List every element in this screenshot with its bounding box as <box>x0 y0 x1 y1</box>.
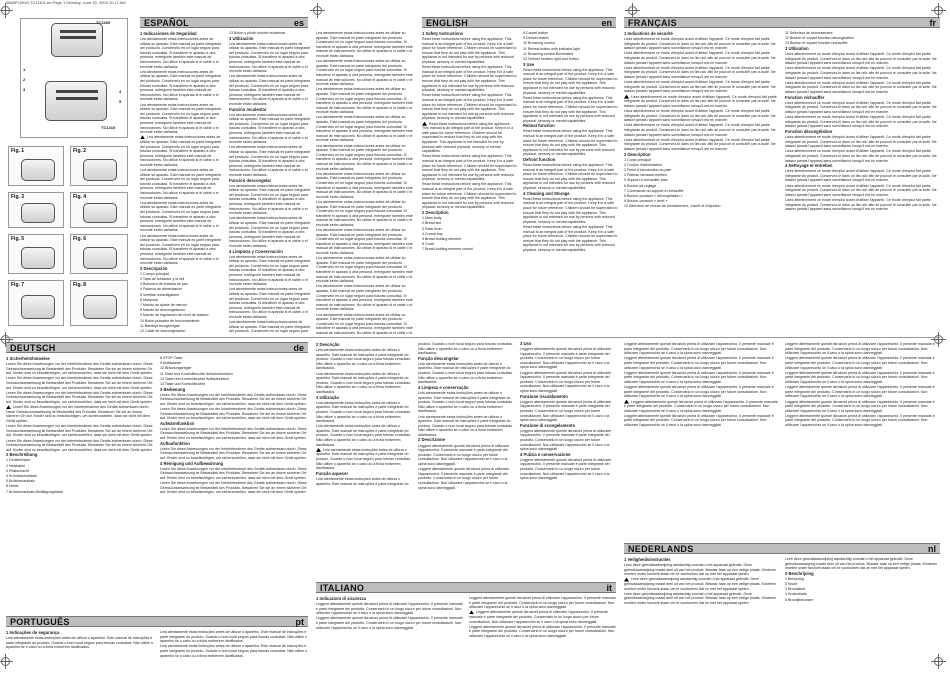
part-number: 3 <box>23 87 26 92</box>
warning-icon <box>624 400 629 404</box>
warning-icon <box>140 135 145 139</box>
figure-8: Fig. 8 <box>70 280 128 326</box>
section-nl: 1 Veiligheidsinstructies Lees deze gebruiksaanwijzing aandachtig voordat u het apparaat gebruikt. Deze gebruiksaanwijzing maakt deel uit van het product. Bewaar haar op een veilige plaats. Kinderen moeten onder toezicht staan om te voorkomen dat ze met het apparaat spelen. Lees deze gebruiksaanwijzing aandachtig voordat u het apparaat gebruikt. Deze gebruiksaanwijzing maakt deel uit van het product. Bewaar haar op een veilige plaats. Kinderen moeten onder toezicht staan om te voorkomen dat ze met het apparaat spelen. Lees deze gebruiksaanwijzing aandachtig voordat u het apparaat gebruikt. Deze gebruiksaanwijzing maakt deel uit van het product. Bewaar haar op een veilige plaats. Kinderen moeten onder toezicht staan om te voorkomen dat ze met het apparaat spelen. Lees deze gebruiksaanwijzing aandachtig voordat u het apparaat gebruikt. Deze gebruiksaanwijzing maakt deel uit van het product. Bewaar haar op een veilige plaats. Kinderen moeten onder toezicht staan om te voorkomen dat ze met het apparaat spelen. 2 Beschrijving 1 Behuizing 2 Snoer 3 Broodsleuf 4 Kruimellade 5 Broodjesrooster <box>624 557 938 606</box>
manual-page <box>0 5 945 667</box>
product-figure <box>20 18 128 138</box>
toaster-image <box>51 23 103 57</box>
lang-bar-de: DEUTSCH de <box>6 342 308 353</box>
part-number: 5 <box>119 99 122 104</box>
section-it: 1 Indicazioni di sicurezza Leggere attentamente queste istruzioni prima di utilizzare l'apparecchio. Il presente manuale è parte integrante del prodotto. Conservarlo in un luogo sicuro per future consultazioni. Non utilizzare l'apparecchio se il cavo o la spina sono danneggiati. Leggere attentamente queste istruzioni prima di utilizzare l'apparecchio. Il presente manuale è parte integrante del prodotto. Conservarlo in un luogo sicuro per future consultazioni. Non utilizzare l'apparecchio se il cavo o la spina sono danneggiati. Leggere attentamente queste istruzioni prima di utilizzare l'apparecchio. Il presente manuale è parte integrante del prodotto. Conservarlo in un luogo sicuro per future consultazioni. Non utilizzare l'apparecchio se il cavo o la spina sono danneggiati. Leggere attentamente queste istruzioni prima di utilizzare l'apparecchio. Il presente manuale è parte integrante del prodotto. Conservarlo in un luogo sicuro per future consultazioni. Non utilizzare l'apparecchio se il cavo o la spina sono danneggiati. Leggere attentamente queste istruzioni prima di utilizzare l'apparecchio. Il presente manuale è parte integrante del prodotto. Conservarlo in un luogo sicuro per future consultazioni. Non utilizzare l'apparecchio se il cavo o la spina sono danneggiati. <box>316 596 616 638</box>
part-number: 1 <box>23 67 26 72</box>
part-number: 4 <box>119 89 122 94</box>
section-pt: 1 Indicações de segurança Leia atentamente estas instruções antes de utilizar o aparelho. Este manual de instruções é parte integrante do produto. Guarde-o num local seguro para futuras consultas. Não utilize o aparelho se o cabo ou a ficha estiverem danificados. Leia atentamente estas instruções antes de utilizar o aparelho. Este manual de instruções é parte integrante do produto. Guarde-o num local seguro para futuras consultas. Não utilize o aparelho se o cabo ou a ficha estiverem danificados. Leia atentamente estas instruções antes de utilizar o aparelho. Este manual de instruções é parte integrante do produto. Guarde-o num local seguro para futuras consultas. Não utilize o aparelho se o cabo ou a ficha estiverem danificados. <box>6 630 308 658</box>
figure-6: Fig. 6 <box>70 234 128 274</box>
warning-icon <box>6 405 11 409</box>
figure-5: Fig. 5 <box>8 234 64 274</box>
crop-mark-icon <box>628 6 637 15</box>
figure-strip <box>6 10 130 343</box>
section-it-continued: Leggere attentamente queste istruzioni prima di utilizzare l'apparecchio. Il presente manuale è parte integrante del prodotto. Conservarlo in un luogo sicuro per future consultazioni. Non utilizzare l'apparecchio se il cavo o la spina sono danneggiati. Leggere attentamente queste istruzioni prima di utilizzare l'apparecchio. Il presente manuale è parte integrante del prodotto. Conservarlo in un luogo sicuro per future consultazioni. Non utilizzare l'apparecchio se il cavo o la spina sono danneggiati. Leggere attentamente queste istruzioni prima di utilizzare l'apparecchio. Il presente manuale è parte integrante del prodotto. Conservarlo in un luogo sicuro per future consultazioni. Non utilizzare l'apparecchio se il cavo o la spina sono danneggiati. Leggere attentamente queste istruzioni prima di utilizzare l'apparecchio. Il presente manuale è parte integrante del prodotto. Conservarlo in un luogo sicuro per future consultazioni. Non utilizzare l'apparecchio se il cavo o la spina sono danneggiati. Leggere attentamente queste istruzioni prima di utilizzare l'apparecchio. Il presente manuale è parte integrante del prodotto. Conservarlo in un luogo sicuro per future consultazioni. Non utilizzare l'apparecchio se il cavo o la spina sono danneggiati. Leggere attentamente queste istruzioni prima di utilizzare l'apparecchio. Il presente manuale è parte integrante del prodotto. Conservarlo in un luogo sicuro per future consultazioni. Non utilizzare l'apparecchio se il cavo o la spina sono danneggiati. Leggere attentamente queste istruzioni prima di utilizzare l'apparecchio. Il presente manuale è parte integrante del prodotto. Conservarlo in un luogo sicuro per future consultazioni. Non utilizzare l'apparecchio se il cavo o la spina sono danneggiati. Leggere attentamente queste istruzioni prima di utilizzare l'apparecchio. Il presente manuale è parte integrante del prodotto. Conservarlo in un luogo sicuro per future consultazioni. Non utilizzare l'apparecchio se il cavo o la spina sono danneggiati. Leggere attentamente queste istruzioni prima di utilizzare l'apparecchio. Il presente manuale è parte integrante del prodotto. Conservarlo in un luogo sicuro per future consultazioni. Non utilizzare l'apparecchio se il cavo o la spina sono danneggiati. Leggere attentamente queste istruzioni prima di utilizzare l'apparecchio. Il presente manuale è parte integrante del prodotto. Conservarlo in un luogo sicuro per future consultazioni. Non utilizzare l'apparecchio se il cavo o la spina sono danneggiati. Leggere attentamente queste istruzioni prima di utilizzare l'apparecchio. Il presente manuale è parte integrante del prodotto. Conservarlo in un luogo sicuro per future consultazioni. Non utilizzare l'apparecchio se il cavo o la spina sono danneggiati. Leggere attentamente queste istruzioni prima di utilizzare l'apparecchio. Il presente manuale è parte integrante del prodotto. Conservarlo in un luogo sicuro per future consultazioni. Non utilizzare l'apparecchio se il cavo o la spina sono danneggiati. <box>624 342 935 428</box>
warning-icon <box>624 578 629 582</box>
warning-icon <box>469 610 474 614</box>
fold-line <box>6 337 940 338</box>
figure-4: Fig. 4 <box>70 192 128 228</box>
crop-mark-icon <box>934 6 943 15</box>
figure-7: Fig. 7 <box>8 280 64 326</box>
lang-bar-it: ITALIANO it <box>316 582 616 593</box>
warning-icon <box>422 122 427 126</box>
part-number: 2 <box>23 77 26 82</box>
lang-bar-nl: NEDERLANDS nl <box>624 543 940 554</box>
figure-3: Fig. 3 <box>8 192 64 228</box>
warning-icon <box>624 95 629 99</box>
section-es: 1 Indicaciones de Seguridad Lea atentamente estas instrucciones antes de utilizar su aparato. Este manual es parte integrante del producto. Consérvelo en un lugar seguro para futuras consultas. Si transfiere el aparato a otra persona, entréguele también este manual de instrucciones. No utilice el aparato si el cable o el enchufe están dañados. Lea atentamente estas instrucciones antes de utilizar su aparato. Este manual es parte integrante del producto. Consérvelo en un lugar seguro para futuras consultas. Si transfiere el aparato a otra persona, entréguele también este manual de instrucciones. No utilice el aparato si el cable o el enchufe están dañados. Lea atentamente estas instrucciones antes de utilizar su aparato. Este manual es parte integrante del producto. Consérvelo en un lugar seguro para futuras consultas. Si transfiere el aparato a otra persona, entréguele también este manual de instrucciones. No utilice el aparato si el cable o el enchufe están dañados. Lea atentamente estas instrucciones antes de utilizar su aparato. Este manual es parte integrante del producto. Consérvelo en un lugar seguro para futuras consultas. Si transfiere el aparato a otra persona, entréguele también este manual de instrucciones. No utilice el aparato si el cable o el enchufe están dañados. Lea atentamente estas instrucciones antes de utilizar su aparato. Este manual es parte integrante del producto. Consérvelo en un lugar seguro para futuras consultas. Si transfiere el aparato a otra persona, entréguele también este manual de instrucciones. No utilice el aparato si el cable o el enchufe están dañados. Lea atentamente estas instrucciones antes de utilizar su aparato. Este manual es parte integrante del producto. Consérvelo en un lugar seguro para futuras consultas. Si transfiere el aparato a otra persona, entréguele también este manual de instrucciones. No utilice el aparato si el cable o el enchufe están dañados. Lea atentamente estas instrucciones antes de utilizar su aparato. Este manual es parte integrante del producto. Consérvelo en un lugar seguro para futuras consultas. Si transfiere el aparato a otra persona, entréguele también este manual de instrucciones. No utilice el aparato si el cable o el enchufe están dañados. 2 Descripción 1 Cuerpo principal 2 Tapa de contactor y la red 3 Botonera de entrada de pan 4 Palanca de alimentación 5 Ventilas retráctilgables 6 Mariposa 7 Mando de ajuste de marrón 8 Mando de descongelación 9 Mando de regulación del nivel de tostado 10 Botón pulsador de funcionamiento 11 Bandeja recogemigas 12 Cable de descongelación 13 Botón y piloto función recalentar 3 Utilización Lea atentamente estas instrucciones antes de utilizar su aparato. Este manual es parte integrante del producto. Consérvelo en un lugar seguro para futuras consultas. Si transfiere el aparato a otra persona, entréguele también este manual de instrucciones. No utilice el aparato si el cable o el enchufe están dañados. Lea atentamente estas instrucciones antes de utilizar su aparato. Este manual es parte integrante del producto. Consérvelo en un lugar seguro para futuras consultas. Si transfiere el aparato a otra persona, entréguele también este manual de instrucciones. No utilice el aparato si el cable o el enchufe están dañados. Función recalentar Lea atentamente estas instrucciones antes de utilizar su aparato. Este manual es parte integrante del producto. Consérvelo en un lugar seguro para futuras consultas. Si transfiere el aparato a otra persona, entréguele también este manual de instrucciones. No utilice el aparato si el cable o el enchufe están dañados. Lea atentamente estas instrucciones antes de utilizar su aparato. Este manual es parte integrante del producto. Consérvelo en un lugar seguro para futuras consultas. Si transfiere el aparato a otra persona, entréguele también este manual de instrucciones. No utilice el aparato si el cable o el enchufe están dañados. Función descongelar Lea atentamente estas instrucciones antes de utilizar su aparato. Este manual es parte integrante del producto. Consérvelo en un lugar seguro para futuras consultas. Si transfiere el aparato a otra persona, entréguele también este manual de instrucciones. No utilice el aparato si el cable o el enchufe están dañados. Lea atentamente estas instrucciones antes de utilizar su aparato. Este manual es parte integrante del producto. Consérvelo en un lugar seguro para futuras consultas. Si transfiere el aparato a otra persona, entréguele también este manual de instrucciones. No utilice el aparato si el cable o el enchufe están dañados. 4 Limpieza y Conservación Lea atentamente estas instrucciones antes de utilizar su aparato. Este manual es parte integrante del producto. Consérvelo en un lugar seguro para futuras consultas. Si transfiere el aparato a otra persona, entréguele también este manual de instrucciones. No utilice el aparato si el cable o el enchufe están dañados. Lea atentamente estas instrucciones antes de utilizar su aparato. Este manual es parte integrante del producto. Consérvelo en un lugar seguro para futuras consultas. Si transfiere el aparato a otra persona, entréguele también este manual de instrucciones. No utilice el aparato si el cable o el enchufe están dañados. Lea atentamente estas instrucciones antes de utilizar su aparato. Este manual es parte integrante del producto. Consérvelo en un lugar seguro para <box>140 31 311 334</box>
section-en: 1 Safety Instructions Read these instructions before using the appliance. This manual is an integral part of the product. Keep it in a safe place for future reference. Children should be supervised to ensure that they do not play with the appliance. This appliance is not intended for use by persons with reduced physical, sensory or mental capabilities. Read these instructions before using the appliance. This manual is an integral part of the product. Keep it in a safe place for future reference. Children should be supervised to ensure that they do not play with the appliance. This appliance is not intended for use by persons with reduced physical, sensory or mental capabilities. Read these instructions before using the appliance. This manual is an integral part of the product. Keep it in a safe place for future reference. Children should be supervised to ensure that they do not play with the appliance. This appliance is not intended for use by persons with reduced physical, sensory or mental capabilities. Read these instructions before using the appliance. This manual is an integral part of the product. Keep it in a safe place for future reference. Children should be supervised to ensure that they do not play with the appliance. This appliance is not intended for use by persons with reduced physical, sensory or mental capabilities. Read these instructions before using the appliance. This manual is an integral part of the product. Keep it in a safe place for future reference. Children should be supervised to ensure that they do not play with the appliance. This appliance is not intended for use by persons with reduced physical, sensory or mental capabilities. Read these instructions before using the appliance. This manual is an integral part of the product. Keep it in a safe place for future reference. Children should be supervised to ensure that they do not play with the appliance. This appliance is not intended for use by persons with reduced physical, sensory or mental capabilities. 2 Description 1 Main body 2 Bread slot 3 Rack lever 4 Crumb tray 5 Bread-holding element 6 Cover 7 Bread-holding element control 8 Cancel button 9 Defrost button 10 Browning control 11 Reheat button with indicator light 12 Browning control illuminated 13 Defrost function light and button 3 Use Read these instructions before using the appliance. This manual is an integral part of the product. Keep it in a safe place for future reference. Children should be supervised to ensure that they do not play with the appliance. This appliance is not intended for use by persons with reduced physical, sensory or mental capabilities. Read these instructions before using the appliance. This manual is an integral part of the product. Keep it in a safe place for future reference. Children should be supervised to ensure that they do not play with the appliance. This appliance is not intended for use by persons with reduced physical, sensory or mental capabilities. Reheat function Read these instructions before using the appliance. This manual is an integral part of the product. Keep it in a safe place for future reference. Children should be supervised to ensure that they do not play with the appliance. This appliance is not intended for use by persons with reduced physical, sensory or mental capabilities. Defrost function Read these instructions before using the appliance. This manual is an integral part of the product. Keep it in a safe place for future reference. Children should be supervised to ensure that they do not play with the appliance. This appliance is not intended for use by persons with reduced physical, sensory or mental capabilities. 4 Cleaning and Storage Read these instructions before using the appliance. This manual is an integral part of the product. Keep it in a safe place for future reference. Children should be supervised to ensure that they do not play with the appliance. This appliance is not intended for use by persons with reduced physical, sensory or mental capabilities. Read these instructions before using the appliance. This manual is an integral part of the product. Keep it in a safe place for future reference. Children should be supervised to ensure that they do not play with the appliance. This appliance is not intended for use by persons with reduced physical, sensory or mental capabilities. <box>422 31 618 252</box>
lang-bar-es: ESPAÑOL es <box>140 17 308 28</box>
model-label: TC1400 <box>96 20 111 25</box>
toaster-image <box>45 81 107 121</box>
section-es-continued: Lea atentamente estas instrucciones antes de utilizar su aparato. Este manual es parte integrante del producto. Consérvelo en un lugar seguro para futuras consultas. Si transfiere el aparato a otra persona, entréguele también este manual de instrucciones. No utilice el aparato si el cable o el enchufe están dañados. Lea atentamente estas instrucciones antes de utilizar su aparato. Este manual es parte integrante del producto. Consérvelo en un lugar seguro para futuras consultas. Si transfiere el aparato a otra persona, entréguele también este manual de instrucciones. No utilice el aparato si el cable o el enchufe están dañados. Lea atentamente estas instrucciones antes de utilizar su aparato. Este manual es parte integrante del producto. Consérvelo en un lugar seguro para futuras consultas. Si transfiere el aparato a otra persona, entréguele también este manual de instrucciones. No utilice el aparato si el cable o el enchufe están dañados. Lea atentamente estas instrucciones antes de utilizar su aparato. Este manual es parte integrante del producto. Consérvelo en un lugar seguro para futuras consultas. Si transfiere el aparato a otra persona, entréguele también este manual de instrucciones. No utilice el aparato si el cable o el enchufe están dañados. Lea atentamente estas instrucciones antes de utilizar su aparato. Este manual es parte integrante del producto. Consérvelo en un lugar seguro para futuras consultas. Si transfiere el aparato a otra persona, entréguele también este manual de instrucciones. No utilice el aparato si el cable o el enchufe están dañados. Lea atentamente estas instrucciones antes de utilizar su aparato. Este manual es parte integrante del producto. Consérvelo en un lugar seguro para futuras consultas. Si transfiere el aparato a otra persona, entréguele también este manual de instrucciones. No utilice el aparato si el cable o el enchufe están dañados. Lea atentamente estas instrucciones antes de utilizar su aparato. Este manual es parte integrante del producto. Consérvelo en un lugar seguro para futuras consultas. Si transfiere el aparato a otra persona, entréguele también este manual de instrucciones. No utilice el aparato si el cable o el enchufe están dañados. Lea atentamente estas instrucciones antes de utilizar su aparato. Este manual es parte integrante del producto. Consérvelo en un lugar seguro para futuras consultas. Si transfiere el aparato a otra persona, entréguele también este manual de instrucciones. No utilice el aparato si el cable o el enchufe están dañados. Lea atentamente estas instrucciones antes de utilizar su aparato. Este manual es parte integrante del producto. Consérvelo en un lugar seguro para futuras consultas. Si transfiere el aparato a otra persona, entréguele también este manual de instrucciones. No utilice el aparato si el cable o el enchufe están dañados. Lea atentamente estas instrucciones antes de utilizar su aparato. Este manual es parte integrante del producto. Consérvelo en un lugar seguro para futuras consultas. Si transfiere el aparato a otra persona, entréguele también este manual de instrucciones. No utilice el aparato si el cable o el enchufe están dañados. Lea atentamente estas instrucciones antes de utilizar su aparato. Este manual es parte integrante del producto. Consérvelo en un lugar seguro para futuras consultas. Si transfiere el aparato a otra persona, entréguele también este manual de instrucciones. No utilice el aparato si el cable o el <box>316 31 413 335</box>
lang-bar-pt: PORTUGUÊS pt <box>6 616 308 627</box>
section-fr: 1 Indications de sécurité Lisez attentivement ce mode d'emploi avant d'utiliser l'appareil. Ce mode d'emploi fait partie intégrante du produit. Conservez-le dans un lieu sûr afin de pouvoir le consulter par la suite. Ne laissez jamais l'appareil sans surveillance lorsqu'il est en marche. Lisez attentivement ce mode d'emploi avant d'utiliser l'appareil. Ce mode d'emploi fait partie intégrante du produit. Conservez-le dans un lieu sûr afin de pouvoir le consulter par la suite. Ne laissez jamais l'appareil sans surveillance lorsqu'il est en marche. Lisez attentivement ce mode d'emploi avant d'utiliser l'appareil. Ce mode d'emploi fait partie intégrante du produit. Conservez-le dans un lieu sûr afin de pouvoir le consulter par la suite. Ne laissez jamais l'appareil sans surveillance lorsqu'il est en marche. Lisez attentivement ce mode d'emploi avant d'utiliser l'appareil. Ce mode d'emploi fait partie intégrante du produit. Conservez-le dans un lieu sûr afin de pouvoir le consulter par la suite. Ne laissez jamais l'appareil sans surveillance lorsqu'il est en marche. Lisez attentivement ce mode d'emploi avant d'utiliser l'appareil. Ce mode d'emploi fait partie intégrante du produit. Conservez-le dans un lieu sûr afin de pouvoir le consulter par la suite. Ne laissez jamais l'appareil sans surveillance lorsqu'il est en marche. Lisez attentivement ce mode d'emploi avant d'utiliser l'appareil. Ce mode d'emploi fait partie intégrante du produit. Conservez-le dans un lieu sûr afin de pouvoir le consulter par la suite. Ne laissez jamais l'appareil sans surveillance lorsqu'il est en marche. Lisez attentivement ce mode d'emploi avant d'utiliser l'appareil. Ce mode d'emploi fait partie intégrante du produit. Conservez-le dans un lieu sûr afin de pouvoir le consulter par la suite. Ne laissez jamais l'appareil sans surveillance lorsqu'il est en marche. Lisez attentivement ce mode d'emploi avant d'utiliser l'appareil. Ce mode d'emploi fait partie intégrante du produit. Conservez-le dans un lieu sûr afin de pouvoir le consulter par la suite. Ne laissez jamais l'appareil sans surveillance lorsqu'il est en marche. 2 Description 1 Corps principal 2 Cordon d'alimentation 3 Fente d'introduction du pain 4 Plateau ramasse-miettes 5 Support à réchauffer pain 6 Bouton de réglage 7 Commande du support à réchauffer 8 Bouton-poussoir « décongélation » 9 Bouton-poussoir « arrêt » 10 Sélecteur de niveau de brunissement, d'arrêt et d'éjection 11 Sélecteur de brunissement 12 Bouton et voyant fonction décongélation 13 Bouton et voyant fonction réchauffer 3 Utilisation Lisez attentivement ce mode d'emploi avant d'utiliser l'appareil. Ce mode d'emploi fait partie intégrante du produit. Conservez-le dans un lieu sûr afin de pouvoir le consulter par la suite. Ne laissez jamais l'appareil sans surveillance lorsqu'il est en marche. Lisez attentivement ce mode d'emploi avant d'utiliser l'appareil. Ce mode d'emploi fait partie intégrante du produit. Conservez-le dans un lieu sûr afin de pouvoir le consulter par la suite. Ne laissez jamais l'appareil sans surveillance lorsqu'il est en marche. Lisez attentivement ce mode d'emploi avant d'utiliser l'appareil. Ce mode d'emploi fait partie intégrante du produit. Conservez-le dans un lieu sûr afin de pouvoir le consulter par la suite. Ne laissez jamais l'appareil sans surveillance lorsqu'il est en marche. Fonction réchauffer Lisez attentivement ce mode d'emploi avant d'utiliser l'appareil. Ce mode d'emploi fait partie intégrante du produit. Conservez-le dans un lieu sûr afin de pouvoir le consulter par la suite. Ne laissez jamais l'appareil sans surveillance lorsqu'il est en marche. Lisez attentivement ce mode d'emploi avant d'utiliser l'appareil. Ce mode d'emploi fait partie intégrante du produit. Conservez-le dans un lieu sûr afin de pouvoir le consulter par la suite. Ne laissez jamais l'appareil sans surveillance lorsqu'il est en marche. Fonction décongélation Lisez attentivement ce mode d'emploi avant d'utiliser l'appareil. Ce mode d'emploi fait partie intégrante du produit. Conservez-le dans un lieu sûr afin de pouvoir le consulter par la suite. Ne laissez jamais l'appareil sans surveillance lorsqu'il est en marche. Lisez attentivement ce mode d'emploi avant d'utiliser l'appareil. Ce mode d'emploi fait partie intégrante du produit. Conservez-le dans un lieu sûr afin de pouvoir le consulter par la suite. Ne laissez jamais l'appareil sans surveillance lorsqu'il est en marche. 4 Nettoyage et entretien Lisez attentivement ce mode d'emploi avant d'utiliser l'appareil. Ce mode d'emploi fait partie intégrante du produit. Conservez-le dans un lieu sûr afin de pouvoir le consulter par la suite. Ne laissez jamais l'appareil sans surveillance lorsqu'il est en marche. Lisez attentivement ce mode d'emploi avant d'utiliser l'appareil. Ce mode d'emploi fait partie intégrante du produit. Conservez-le dans un lieu sûr afin de pouvoir le consulter par la suite. Ne laissez jamais l'appareil sans surveillance lorsqu'il est en marche. Lisez attentivement ce mode d'emploi avant d'utiliser l'appareil. Ce mode d'emploi fait partie intégrante du produit. Conservez-le dans un lieu sûr afin de pouvoir le consulter par la suite. Ne laissez jamais l'appareil sans surveillance lorsqu'il est en marche. <box>624 31 937 212</box>
model-label: TC1410 <box>101 125 116 130</box>
crop-mark-icon <box>313 6 322 15</box>
section-pt-continued: 2 Descrição Leia atentamente estas instruções antes de utilizar o aparelho. Este manual de instruções é parte integrante do produto. Guarde-o num local seguro para futuras consultas. Não utilize o aparelho se o cabo ou a ficha estiverem danificados. Leia atentamente estas instruções antes de utilizar o aparelho. Este manual de instruções é parte integrante do produto. Guarde-o num local seguro para futuras consultas. Não utilize o aparelho se o cabo ou a ficha estiverem danificados. 3 Utilização Leia atentamente estas instruções antes de utilizar o aparelho. Este manual de instruções é parte integrante do produto. Guarde-o num local seguro para futuras consultas. Não utilize o aparelho se o cabo ou a ficha estiverem danificados. Leia atentamente estas instruções antes de utilizar o aparelho. Este manual de instruções é parte integrante do produto. Guarde-o num local seguro para futuras consultas. Não utilize o aparelho se o cabo ou a ficha estiverem danificados. Leia atentamente estas instruções antes de utilizar o aparelho. Este manual de instruções é parte integrante do produto. Guarde-o num local seguro para futuras consultas. Não utilize o aparelho se o cabo ou a ficha estiverem danificados. Função aquecer Leia atentamente estas instruções antes de utilizar o aparelho. Este manual de instruções é parte integrante do produto. Guarde-o num local seguro para futuras consultas. Não utilize o aparelho se o cabo ou a ficha estiverem danificados. Função descongelar Leia atentamente estas instruções antes de utilizar o aparelho. Este manual de instruções é parte integrante do produto. Guarde-o num local seguro para futuras consultas. Não utilize o aparelho se o cabo ou a ficha estiverem danificados. 4 Limpeza e conservação Leia atentamente estas instruções antes de utilizar o aparelho. Este manual de instruções é parte integrante do produto. Guarde-o num local seguro para futuras consultas. Não utilize o aparelho se o cabo ou a ficha estiverem danificados. Leia atentamente estas instruções antes de utilizar o aparelho. Este manual de instruções é parte integrante do produto. Guarde-o num local seguro para futuras consultas. Não utilize o aparelho se o cabo ou a ficha estiverem danificados. 2 Descrizione Leggere attentamente queste istruzioni prima di utilizzare l'apparecchio. Il presente manuale è parte integrante del prodotto. Conservarlo in un luogo sicuro per future consultazioni. Non utilizzare l'apparecchio se il cavo o la spina sono danneggiati. Leggere attentamente queste istruzioni prima di utilizzare l'apparecchio. Il presente manuale è parte integrante del prodotto. Conservarlo in un luogo sicuro per future consultazioni. Non utilizzare l'apparecchio se il cavo o la spina sono danneggiati. 3 Uso Leggere attentamente queste istruzioni prima di utilizzare l'apparecchio. Il presente manuale è parte integrante del prodotto. Conservarlo in un luogo sicuro per future consultazioni. Non utilizzare l'apparecchio se il cavo o la spina sono danneggiati. Leggere attentamente queste istruzioni prima di utilizzare l'apparecchio. Il presente manuale è parte integrante del prodotto. Conservarlo in un luogo sicuro per future consultazioni. Non utilizzare l'apparecchio se il cavo o la spina sono danneggiati. Funzione riscaldamento Leggere attentamente queste istruzioni prima di utilizzare l'apparecchio. Il presente manuale è parte integrante del prodotto. Conservarlo in un luogo sicuro per future consultazioni. Non utilizzare l'apparecchio se il cavo o la spina sono danneggiati. Funzione di scongelamento Leggere attentamente queste istruzioni prima di utilizzare l'apparecchio. Il presente manuale è parte integrante del prodotto. Conservarlo in un luogo sicuro per future consultazioni. Non utilizzare l'apparecchio se il cavo o la spina sono danneggiati. 4 Pulizia e conservazione Leggere attentamente queste istruzioni prima di utilizzare l'apparecchio. Il presente manuale è parte integrante del prodotto. Conservarlo in un luogo sicuro per future consultazioni. Non utilizzare l'apparecchio se il cavo o la spina sono danneggiati. <box>316 342 612 490</box>
lang-bar-fr: FRANÇAIS fr <box>624 17 940 28</box>
figure-2: Fig. 2 <box>70 146 128 186</box>
print-header: 0866PL8049-TC11101.fm Page 1 Monday, June 15, 2009 11:17 AM <box>6 0 126 5</box>
figure-1: Fig. 1 <box>8 146 64 186</box>
lang-bar-en: ENGLISH en <box>422 17 616 28</box>
section-de: 1 Sicherheitshinweise Lesen Sie diese Anweisungen vor der Inbetriebnahme des Geräts aufmerksam durch. Diese Gebrauchsanweisung ist Bestandteil des Produkts. Bewahren Sie sie an einem sicheren Ort auf. Kinder sind zu beaufsichtigen, um sicherzustellen, dass sie nicht mit dem Gerät spielen. Lesen Sie diese Anweisungen vor der Inbetriebnahme des Geräts aufmerksam durch. Diese Gebrauchsanweisung ist Bestandteil des Produkts. Bewahren Sie sie an einem sicheren Ort auf. Kinder sind zu beaufsichtigen, um sicherzustellen, dass sie nicht mit dem Gerät spielen. Lesen Sie diese Anweisungen vor der Inbetriebnahme des Geräts aufmerksam durch. Diese Gebrauchsanweisung ist Bestandteil des Produkts. Bewahren Sie sie an einem sicheren Ort auf. Kinder sind zu beaufsichtigen, um sicherzustellen, dass sie nicht mit dem Gerät spielen. Lesen Sie diese Anweisungen vor der Inbetriebnahme des Geräts aufmerksam durch. Diese Gebrauchsanweisung ist Bestandteil des Produkts. Bewahren Sie sie an einem sicheren Ort auf. Kinder sind zu beaufsichtigen, um sicherzustellen, dass sie nicht mit dem Gerät spielen. Lesen Sie diese Anweisungen vor der Inbetriebnahme des Geräts aufmerksam durch. Diese Gebrauchsanweisung ist Bestandteil des Produkts. Bewahren Sie sie an einem sicheren Ort auf. Kinder sind zu beaufsichtigen, um sicherzustellen, dass sie nicht mit dem Gerät spielen. Lesen Sie diese Anweisungen vor der Inbetriebnahme des Geräts aufmerksam durch. Diese Gebrauchsanweisung ist Bestandteil des Produkts. Bewahren Sie sie an einem sicheren Ort auf. Kinder sind zu beaufsichtigen, um sicherzustellen, dass sie nicht mit dem Gerät spielen. 2 Beschreibung 1 Gerätekörper 2 Netzkabel 3 Röstschacht 4 Krümelschublade 5 Brötchenaufsatz 6 Hebel 7 Brötchenaufsatz-Betätigungstaste 8 STOP-Taste 9 Auftautaste 10 Bräunungsregler 11 Taste und Kontrollleuchte Aufwärmfunktion 12 Taste und Kontrollleuchte Auftaufunktion 13 Taste und Kontrollleuchte 3 Bedienung Lesen Sie diese Anweisungen vor der Inbetriebnahme des Geräts aufmerksam durch. Diese Gebrauchsanweisung ist Bestandteil des Produkts. Bewahren Sie sie an einem sicheren Ort auf. Kinder sind zu beaufsichtigen, um sicherzustellen, dass sie nicht mit dem Gerät spielen. Lesen Sie diese Anweisungen vor der Inbetriebnahme des Geräts aufmerksam durch. Diese Gebrauchsanweisung ist Bestandteil des Produkts. Bewahren Sie sie an einem sicheren Ort auf. Kinder sind zu beaufsichtigen, um sicherzustellen, dass sie nicht mit dem Gerät spielen. Aufwärmfunktion Lesen Sie diese Anweisungen vor der Inbetriebnahme des Geräts aufmerksam durch. Diese Gebrauchsanweisung ist Bestandteil des Produkts. Bewahren Sie sie an einem sicheren Ort auf. Kinder sind zu beaufsichtigen, um sicherzustellen, dass sie nicht mit dem Gerät spielen. Auftaufunktion Lesen Sie diese Anweisungen vor der Inbetriebnahme des Geräts aufmerksam durch. Diese Gebrauchsanweisung ist Bestandteil des Produkts. Bewahren Sie sie an einem sicheren Ort auf. Kinder sind zu beaufsichtigen, um sicherzustellen, dass sie nicht mit dem Gerät spielen. 4 Reinigung und Aufbewahrung Lesen Sie diese Anweisungen vor der Inbetriebnahme des Geräts aufmerksam durch. Diese Gebrauchsanweisung ist Bestandteil des Produkts. Bewahren Sie sie an einem sicheren Ort auf. Kinder sind zu beaufsichtigen, um sicherzustellen, dass sie nicht mit dem Gerät spielen. Lesen Sie diese Anweisungen vor der Inbetriebnahme des Geräts aufmerksam durch. Diese Gebrauchsanweisung ist Bestandteil des Produkts. Bewahren Sie sie an einem sicheren Ort auf. Kinder sind zu beaufsichtigen, um sicherzustellen, dass sie nicht mit dem Gerät spielen. <box>6 356 307 495</box>
warning-icon <box>316 448 321 452</box>
